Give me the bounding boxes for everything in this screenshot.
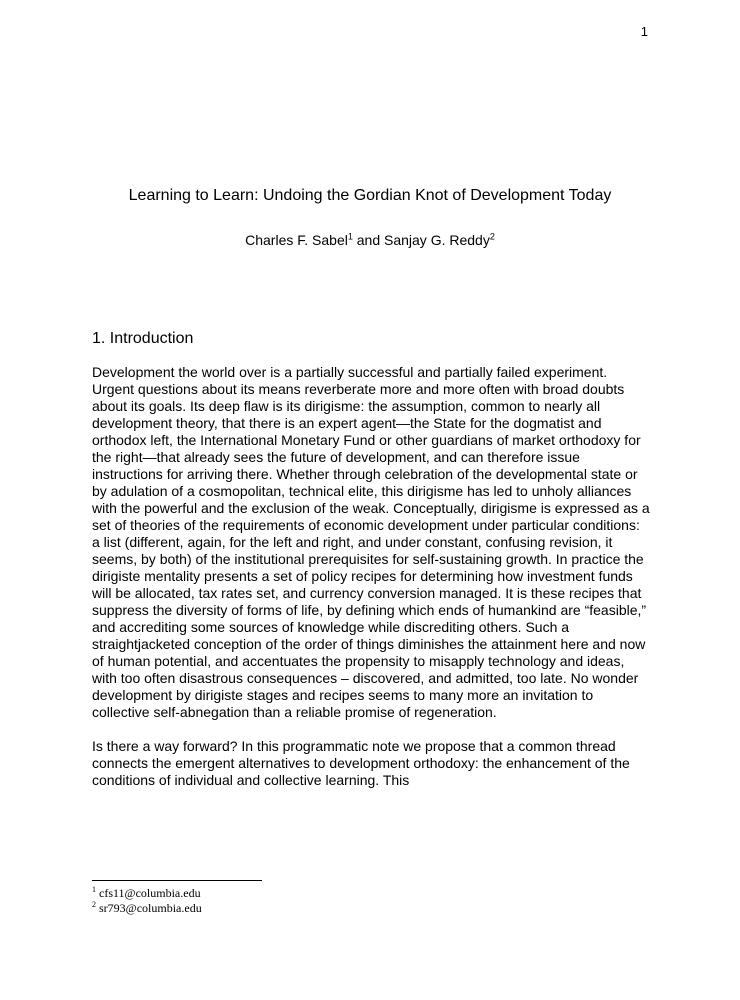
authors-line <box>92 232 648 249</box>
author-2-footnote-marker: 2 <box>489 231 495 242</box>
body-paragraph-1: Development the world over is a partially successful and partially failed experiment. Urgent questions about its means reverberate more and more often with broad doubts about its goals. Its deep flaw is its dirigisme: the assumption, common to nearly all development theory, that there is an expert agent—the State for the dogmatist and orthodox left, the International Monetary Fund or other guardians of market orthodoxy for the right—that already sees the future of development, and can therefore issue instructions for arriving there. Whether through celebration of the developmental state or by adulation of a cosmopolitan, technical elite, this dirigisme has led to unholy alliances with the powerful and the exclusion of the weak. Conceptually, dirigisme is expressed as a set of theories of the requirements of economic development under particular conditions: a list (different, again, for the left and right, and under constant, confusing revision, it seems, by both) of the institutional prerequisites for self-sustaining growth. In practice the dirigiste mentality presents a set of policy recipes for determining how investment funds will be allocated, tax rates set, and currency conversion managed. It is these recipes that suppress the diversity of forms of life, by defining which ends of humankind are “feasible,” and accrediting some sources of knowledge while discrediting others. Such a straightjacketed conception of the order of things diminishes the attainment here and now of human potential, and accentuates the propensity to misapply technology and ideas, with too often disastrous consequences – discovered, and admitted, too late. No wonder development by dirigiste stages and recipes seems to many more an invitation to collective self-abnegation than a reliable promise of regeneration. <box>92 364 650 720</box>
author-2-name: and Sanjay G. Reddy <box>352 232 490 248</box>
paper-title: Learning to Learn: Undoing the Gordian Knot of Development Today <box>128 187 612 204</box>
section-heading-introduction: 1. Introduction <box>92 330 194 347</box>
footnotes-section <box>92 880 650 916</box>
footnote-1-text: cfs11@columbia.edu <box>99 886 201 900</box>
author-1-name: Charles F. Sabel <box>245 232 348 248</box>
footnote-1 <box>92 886 650 901</box>
footnote-separator-rule <box>92 880 262 881</box>
footnote-1-marker: 1 <box>92 885 96 894</box>
author-1-footnote-marker: 1 <box>347 231 353 242</box>
footnote-2-marker: 2 <box>92 900 96 909</box>
body-text <box>92 364 650 806</box>
footnote-2-text: sr793@columbia.edu <box>99 901 202 915</box>
page-number: 1 <box>640 24 648 39</box>
footnote-2 <box>92 901 650 916</box>
body-paragraph-2: Is there a way forward? In this programmatic note we propose that a common thread connects the emergent alternatives to development orthodoxy: the enhancement of the conditions of individual and collective learning. This <box>92 738 630 788</box>
